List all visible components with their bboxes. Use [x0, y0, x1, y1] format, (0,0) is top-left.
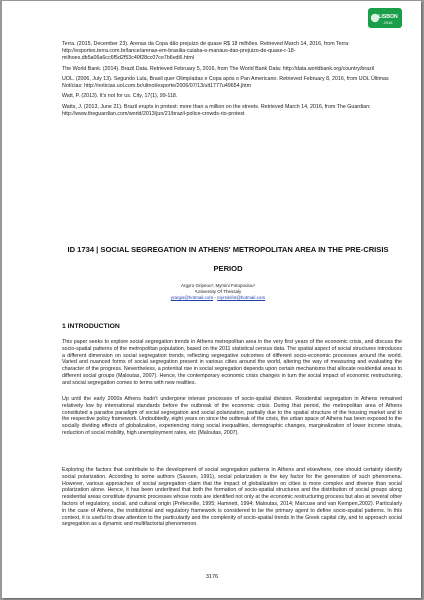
logo-text: LISBON [378, 14, 398, 20]
reference-item: The World Bank. (2014). Brazil Data. Retrieved February 5, 2016, from The World Bank Data: http://data.worldbank.org/country/brazil [62, 65, 375, 72]
logo-subtext: 2016 [383, 20, 393, 25]
author-email-link[interactable]: yrargis@hotmail.com [170, 295, 214, 300]
author-affiliation: ¹University Of Thessaly [194, 289, 242, 294]
paper-title: ID 1734 | SOCIAL SEGREGATION IN ATHENS' METROPOLITAN AREA IN THE PRE-CRISIS PERIOD [67, 245, 389, 273]
paper-authors: Argyro Gripeou¹; Myrsini Fotopoulou¹ [180, 283, 256, 288]
reference-item: UOL. (2006, July 13). Segundo Lula, Brasil quer Olimpíadas e Copa após o Pan Americano. Retrieved February 8, 2016, from UOL Últimas Notícias: http://noticias.uol.com.br/ultnot/esporte/2006/07/13/ult1777u49654.jhtm [62, 75, 389, 89]
reference-item: Watt, P. (2013). It's not for us. City, 17(1), 99-118. [62, 93, 178, 100]
page-number: 3176 [205, 574, 219, 580]
reference-item: Terra. (2015, December 23). Arenas da Copa dão prejuízo de quase R$ 18 milhões. Retrieved March 14, 2016, from Terra: http://esportes.terra.com.br/lance/arenas-em-brasilia-cuiaba-e-manaus-dao-prejuizo-de-quase-r-18-milhoes,db5a06a6cc6f5d2f53c40f28cc07ce7b6vdi6.html [62, 41, 350, 61]
reference-list [62, 41, 402, 122]
body-paragraph: Exploring the factors that contribute to the development of social segregation patterns in Athens and elsewhere, one should certainly identify social polarization. According to some authors (Sassen, 1991), social polarization is the key factor for the generation of such phenomena. However, various approaches of social segregation claim that the impact of globalization on cities is more complex and diverse than social polarization alone. Hence, it has been underlined that both the formation of socio-spatial structures and the distribution of social groups along residential areas constitute dynamic processes whose roots are identified not only at the economic restructuring process but also at several other factors of regulatory, social, and cultural origin (Préteceille, 1995; Hamnett, 1994; Maloutas, 2014; Marcuse and van Kempen,2002). Particularly in the case of Athens, the institutional and regulatory framework is considered to be the primary agent to define socio-spatial patterns. In this context, it is useful to draw attention to the particularity and the complexity of socio-spatial trends in the Greek capital city, and to approach social segregation as a dynamic and multifactorial phenomenon. [62, 467, 402, 528]
section-heading: 1 INTRODUCTION [62, 323, 120, 330]
body-paragraph: Up until the early 2000s Athens hadn't undergone intense processes of socio-spatial division. Residential segregation in Athens remained relatively low by international standards before the outbreak of the economic crisis. During that period, the metropolitan area of Athens constituted a paradox paradigm of social segregation and social polarization, partially due to the spatial structure of the housing market and to the respective policy framework. Undoubtedly, eight years on since the outbreak of the crisis, the urban space of Athens has been exposed to the socially dividing effects of globalization, experiencing rising social inequalities, demographic changes, marginalization of lower income strata, reduction of social mobility, high unemployment rates, etc (Maloutas, 2007). [62, 396, 402, 436]
document-page [2, 1, 421, 598]
email-separator: - [213, 295, 218, 300]
reference-item: Watts, J. (2013, June 21). Brazil erupts in protest: more than a million on the streets. Retrieved March 14, 2016, from The Guardian: http://www.theguardian.com/world/2013/jun/21/brazil-police-crowds-rio-protest [62, 104, 371, 118]
body-paragraph: This paper seeks to explore social segregation trends in Athens metropolitan area in the very first years of the economic crisis, and discuss the socio-spatial patterns of the metropolitan population, based on the 2011 statistical census data. The spatial aspect of social structures introduces a different dimension on social segregation trends, reflecting segregative outcomes of different socio-economic processes around the world. Varied and nuanced forms of social segregation present in various cities around the world, altering the way of measuring and evaluating the character of the progress. Nevertheless, a potential rise in social segregation depends upon certain mechanisms that allocate residential areas to different social groups (Maloutas, 2007). Hence, the contemporary economic crisis changes in turn the social impact of economic restructuring, and social segregation comes to terms with new realities. [62, 339, 402, 386]
conference-logo [368, 8, 402, 28]
author-email-link[interactable]: myrsinifot@hotmail.com [217, 295, 266, 300]
author-emails [62, 295, 374, 301]
